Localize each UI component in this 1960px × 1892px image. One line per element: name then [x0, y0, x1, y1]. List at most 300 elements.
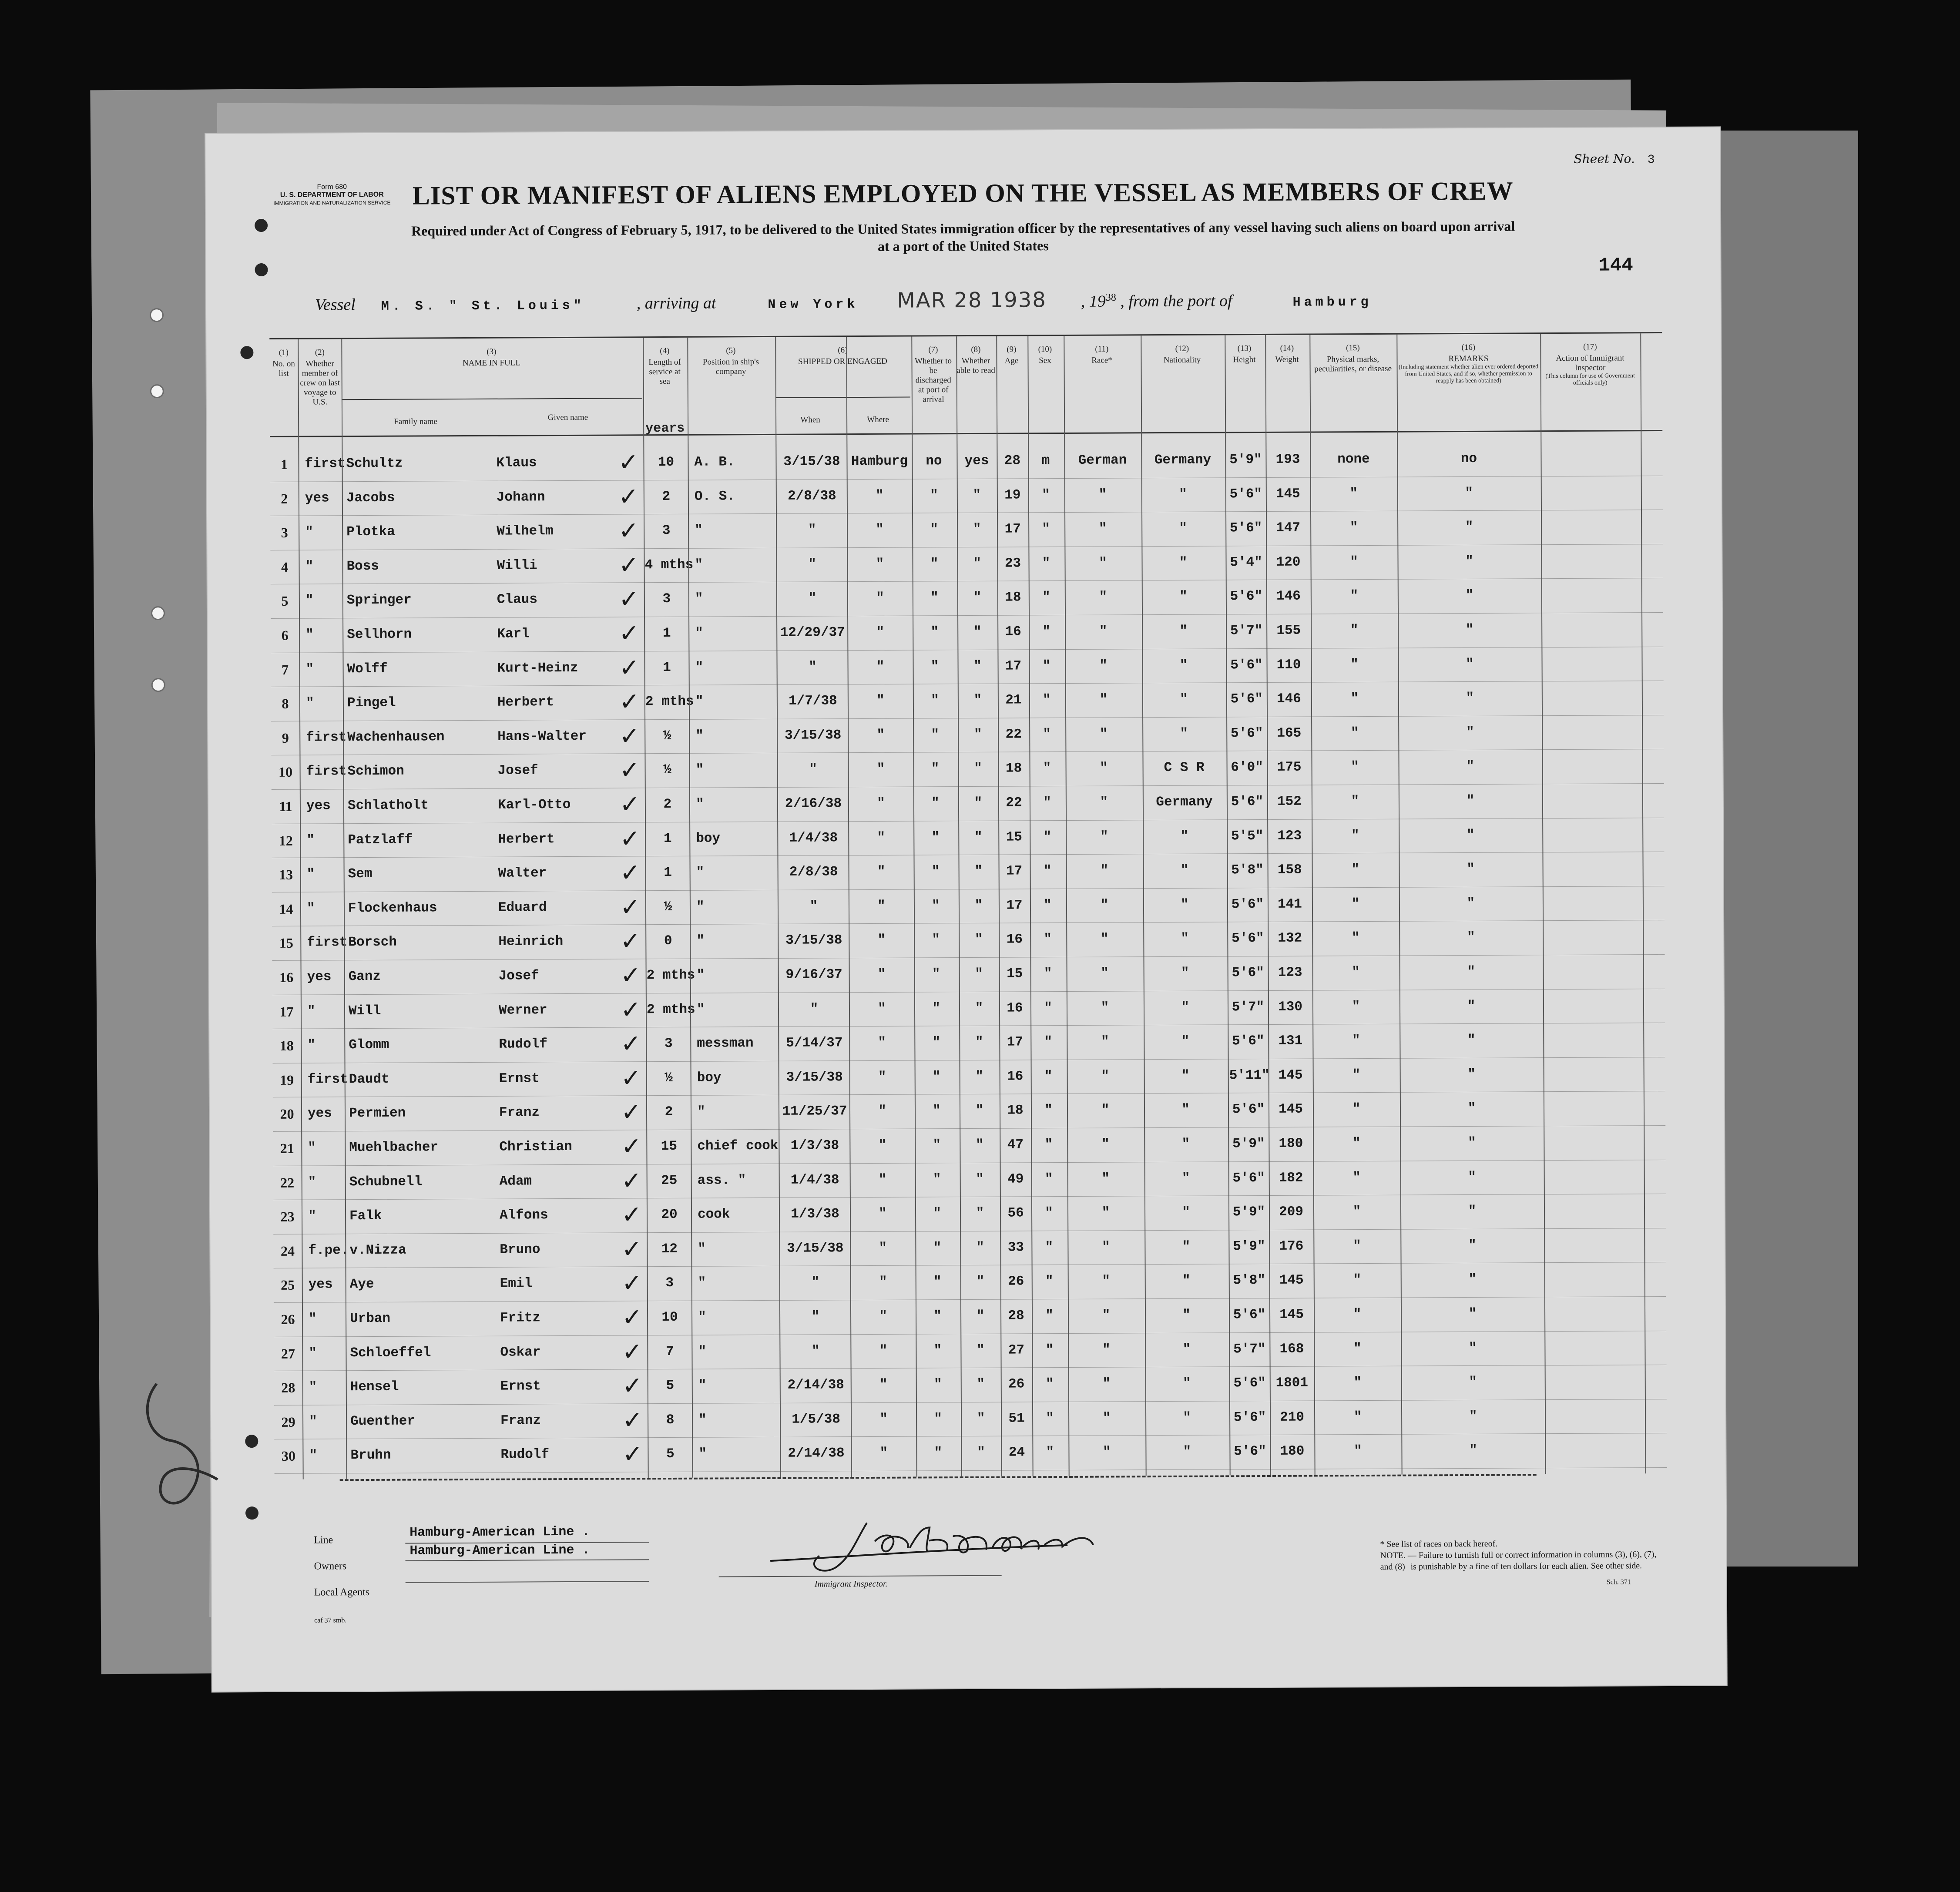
- table-row: [274, 1297, 1666, 1335]
- cell-length: 2 mths: [646, 1002, 695, 1017]
- cell-nationality: ": [1178, 486, 1187, 502]
- cell-discharge: ": [933, 1342, 942, 1358]
- cell-height: 5'6": [1233, 1307, 1266, 1323]
- cell-height: 5'6": [1233, 1409, 1266, 1426]
- cell-position: ": [698, 1412, 707, 1428]
- cell-sex: ": [1042, 590, 1050, 605]
- cell-race: ": [1100, 829, 1108, 845]
- cell-age: 17: [1006, 863, 1023, 879]
- cell-marks: ": [1353, 1238, 1361, 1254]
- cell-nationality: ": [1181, 897, 1189, 912]
- cell-marks: ": [1352, 999, 1360, 1014]
- schedule-number: Sch. 371: [1606, 1578, 1631, 1586]
- cell-where: ": [879, 1206, 887, 1222]
- cell-when: ": [812, 1343, 820, 1359]
- cell-given: Heinrich: [498, 934, 564, 950]
- cell-family: Plotka: [346, 524, 395, 540]
- cell-given: Herbert: [497, 694, 554, 710]
- cell-sex: ": [1042, 624, 1051, 640]
- cell-marks: ": [1351, 828, 1359, 843]
- cell-race: ": [1100, 897, 1109, 913]
- end-of-list-line: [340, 1474, 1537, 1481]
- col-header-nationality: (12) Nationality: [1163, 344, 1201, 365]
- cell-marks: ": [1349, 520, 1358, 536]
- col-header-action: (17) Action of Immigrant Inspector (This column for use of Government officials only): [1545, 342, 1635, 386]
- cell-race: ": [1099, 589, 1108, 605]
- cell-family: Daudt: [349, 1071, 389, 1087]
- cell-family: Patzlaff: [348, 832, 413, 848]
- cell-sex: ": [1045, 1274, 1054, 1289]
- arriving-port: New York: [768, 297, 859, 312]
- cell-given: Karl: [497, 626, 530, 642]
- cell-where: ": [878, 1172, 887, 1188]
- cell-discharge: ": [934, 1445, 943, 1461]
- cell-weight: 158: [1277, 862, 1302, 878]
- check-mark-icon: ✓: [621, 1098, 642, 1127]
- cell-age: 28: [1004, 453, 1021, 469]
- cell-weight: 210: [1280, 1409, 1305, 1425]
- cell-given: Franz: [500, 1413, 541, 1429]
- cell-age: 15: [1006, 829, 1022, 845]
- cell-age: 22: [1005, 727, 1022, 742]
- table-row: [272, 955, 1665, 993]
- cell-nationality: ": [1182, 1342, 1191, 1357]
- cell-weight: 168: [1279, 1341, 1304, 1357]
- cell-nationality: ": [1179, 520, 1188, 537]
- cell-age: 18: [1005, 761, 1022, 776]
- table-row: [272, 852, 1664, 891]
- cell-member: ": [308, 1140, 316, 1156]
- cell-race: ": [1099, 692, 1108, 708]
- years-label: years: [645, 421, 685, 436]
- table-row: [271, 647, 1663, 686]
- cell-marks: ": [1350, 554, 1358, 570]
- cell-where: ": [878, 1069, 886, 1085]
- col-header-family: Family name: [394, 417, 438, 426]
- cell-member: ": [308, 1174, 316, 1190]
- page-subtitle: [284, 217, 1642, 258]
- cell-sex: ": [1043, 795, 1051, 811]
- cell-weight: 146: [1276, 691, 1301, 707]
- cell-marks: ": [1350, 623, 1359, 638]
- cell-position: ": [695, 660, 704, 675]
- col-header-age: (9) Age: [1004, 345, 1019, 366]
- cell-marks: ": [1352, 1136, 1361, 1151]
- vessel-line: [315, 286, 1372, 315]
- cell-position: ": [698, 1241, 706, 1257]
- cell-given: Eduard: [498, 900, 547, 916]
- cell-position: cook: [697, 1207, 730, 1222]
- sheet-label: Sheet No.: [1574, 151, 1635, 166]
- cell-age: 15: [1006, 966, 1023, 982]
- cell-read: ": [977, 1445, 985, 1461]
- cell-sex: ": [1046, 1410, 1054, 1426]
- cell-nationality: ": [1181, 1171, 1190, 1186]
- cell-height: 5'9": [1232, 1204, 1265, 1220]
- cell-read: ": [974, 932, 983, 948]
- cell-when: ": [809, 899, 818, 914]
- cell-position: A. B.: [694, 454, 735, 470]
- cell-read: ": [973, 487, 981, 503]
- cell-height: 5'6": [1231, 896, 1264, 912]
- penalty-note-1: NOTE. — Failure to furnish full or correct information in columns (3), (6), (7), and (8): [1380, 1550, 1657, 1572]
- check-mark-icon: ✓: [620, 893, 641, 922]
- cell-remarks: ": [1467, 1067, 1476, 1082]
- cell-member: ": [306, 832, 315, 848]
- cell-race: ": [1098, 521, 1107, 537]
- cell-length: 3: [662, 523, 671, 539]
- cell-when: ": [809, 659, 817, 675]
- cell-sex: ": [1044, 1103, 1053, 1118]
- cell-age: 28: [1008, 1308, 1024, 1324]
- cell-remarks: ": [1466, 759, 1474, 775]
- cell-member: ": [307, 1037, 316, 1053]
- cell-given: Fritz: [500, 1310, 541, 1326]
- cell-nationality: Germany: [1156, 794, 1213, 810]
- cell-read: ": [975, 966, 983, 982]
- cell-given: Karl-Otto: [497, 797, 571, 813]
- cell-member: ": [305, 627, 314, 643]
- cell-no: 12: [279, 832, 293, 849]
- cell-when: 11/25/37: [782, 1104, 847, 1120]
- cell-weight: 110: [1276, 657, 1301, 673]
- cell-remarks: ": [1467, 1101, 1476, 1117]
- cell-read: ": [975, 1103, 984, 1119]
- cell-marks: ": [1353, 1204, 1361, 1220]
- cell-where: ": [879, 1275, 887, 1290]
- cell-where: ": [879, 1308, 887, 1324]
- cell-marks: ": [1353, 1375, 1362, 1391]
- cell-where: ": [876, 556, 884, 572]
- print-code: caf 37 smb.: [314, 1617, 347, 1624]
- col-header-when: When: [800, 415, 820, 425]
- cell-marks: ": [1353, 1170, 1361, 1185]
- cell-remarks: ": [1468, 1238, 1477, 1253]
- cell-member: first: [307, 935, 348, 951]
- check-mark-icon: ✓: [619, 619, 640, 648]
- cell-when: ": [808, 557, 816, 572]
- cell-read: ": [973, 624, 982, 640]
- cell-read: ": [977, 1342, 985, 1358]
- cell-discharge: ": [930, 590, 939, 606]
- cell-where: ": [876, 761, 885, 777]
- cell-marks: ": [1354, 1443, 1362, 1459]
- cell-sex: ": [1043, 829, 1052, 845]
- check-mark-icon: ✓: [621, 1064, 641, 1093]
- margin-scribble: [131, 1371, 244, 1514]
- cell-length: 2: [663, 796, 672, 812]
- cell-nationality: ": [1182, 1273, 1191, 1289]
- cell-no: 27: [281, 1345, 295, 1362]
- cell-height: 5'4": [1230, 554, 1262, 570]
- cell-member: ": [305, 593, 314, 609]
- cell-weight: 130: [1278, 999, 1302, 1015]
- cell-family: Borsch: [348, 935, 397, 950]
- cell-weight: 131: [1278, 1033, 1303, 1049]
- cell-weight: 147: [1276, 520, 1301, 536]
- table-row: [271, 750, 1664, 788]
- cell-weight: 146: [1276, 589, 1301, 604]
- cell-height: 5'6": [1232, 1033, 1265, 1049]
- cell-remarks: ": [1466, 656, 1474, 672]
- cell-member: ": [309, 1448, 318, 1463]
- cell-race: ": [1098, 487, 1107, 503]
- cell-read: ": [973, 727, 982, 742]
- cell-race: ": [1100, 760, 1108, 776]
- cell-when: ": [811, 1275, 820, 1290]
- cell-race: ": [1099, 555, 1107, 571]
- cell-where: ": [878, 1137, 887, 1153]
- cell-read: ": [976, 1274, 985, 1290]
- cell-family: Muehlbacher: [349, 1140, 439, 1156]
- cell-nationality: ": [1179, 658, 1188, 673]
- check-mark-icon: ✓: [618, 585, 639, 614]
- cell-age: 19: [1004, 487, 1021, 503]
- cell-given: Ernst: [500, 1379, 541, 1394]
- cell-length: 1: [664, 865, 672, 881]
- cell-remarks: ": [1468, 1272, 1477, 1288]
- cell-position: ": [698, 1344, 707, 1359]
- cell-given: Werner: [498, 1002, 547, 1018]
- table-row: [270, 545, 1663, 583]
- cell-when: 2/16/38: [785, 796, 842, 812]
- cell-weight: 132: [1278, 931, 1302, 946]
- cell-family: Ganz: [348, 969, 381, 985]
- cell-discharge: ": [932, 1035, 941, 1050]
- check-mark-icon: ✓: [619, 722, 640, 751]
- cell-length: 1: [663, 831, 672, 846]
- manifest-number: 144: [1598, 255, 1633, 277]
- cell-weight: 145: [1279, 1273, 1304, 1288]
- check-mark-icon: ✓: [621, 1201, 642, 1229]
- cell-family: Wolff: [347, 661, 388, 677]
- cell-given: Kurt-Heinz: [497, 660, 578, 676]
- check-mark-icon: ✓: [619, 790, 641, 819]
- check-mark-icon: ✓: [620, 995, 641, 1024]
- cell-no: 28: [281, 1379, 295, 1396]
- cell-race: ": [1102, 1273, 1111, 1289]
- cell-weight: 145: [1279, 1307, 1304, 1322]
- cell-where: ": [875, 488, 884, 503]
- cell-sex: ": [1043, 692, 1051, 708]
- cell-family: Glomm: [349, 1037, 389, 1053]
- year-prefix: , 19: [1081, 292, 1106, 311]
- cell-weight: 120: [1276, 554, 1301, 570]
- table-row: [270, 442, 1662, 480]
- department-name: U. S. DEPARTMENT OF LABOR: [280, 191, 384, 199]
- cell-member: ": [305, 559, 314, 574]
- cell-nationality: ": [1180, 691, 1188, 708]
- cell-given: Josef: [497, 763, 538, 779]
- cell-no: 6: [281, 627, 289, 643]
- cell-member: ": [309, 1345, 317, 1361]
- cell-height: 5'7": [1230, 623, 1263, 639]
- table-row: [274, 1400, 1667, 1438]
- cell-sex: ": [1044, 897, 1052, 913]
- cell-read: ": [977, 1377, 985, 1392]
- cell-weight: 209: [1279, 1204, 1304, 1220]
- cell-no: 14: [279, 901, 293, 917]
- cell-member: ": [305, 695, 314, 711]
- cell-nationality: ": [1181, 1136, 1190, 1152]
- cell-no: 25: [281, 1277, 295, 1293]
- cell-nationality: ": [1182, 1375, 1191, 1392]
- col-header-no: (1) No. on list: [272, 348, 295, 378]
- cell-height: 5'9": [1232, 1136, 1265, 1152]
- table-row: [273, 1229, 1666, 1267]
- cell-marks: ": [1352, 965, 1360, 980]
- cell-age: 26: [1008, 1274, 1024, 1289]
- cell-sex: ": [1042, 521, 1050, 537]
- cell-discharge: ": [930, 658, 939, 674]
- cell-position: ": [698, 1275, 706, 1291]
- cell-nationality: ": [1181, 1102, 1190, 1118]
- arriving-label: , arriving at: [636, 294, 716, 313]
- col-header-read: (8) Whether able to read: [957, 345, 995, 376]
- cell-family: Pingel: [347, 695, 396, 711]
- cell-read: ": [973, 590, 982, 606]
- cell-when: 3/15/38: [786, 1070, 843, 1085]
- cell-family: Schlatholt: [347, 798, 429, 814]
- cell-family: Schubnell: [349, 1174, 423, 1190]
- cell-marks: ": [1350, 725, 1359, 741]
- cell-discharge: ": [932, 1000, 940, 1016]
- cell-height: 5'7": [1233, 1341, 1266, 1357]
- cell-height: 5'6": [1230, 691, 1263, 707]
- cell-height: 5'7": [1232, 999, 1265, 1015]
- cell-sex: ": [1043, 726, 1051, 742]
- cell-discharge: ": [932, 1069, 941, 1085]
- cell-given: Rudolf: [500, 1447, 550, 1463]
- cell-nationality: ": [1181, 1000, 1189, 1015]
- punch-mark: [255, 263, 268, 276]
- cell-member: yes: [307, 1106, 332, 1121]
- owners-value: Hamburg-American Line .: [409, 1543, 590, 1559]
- cell-length: 3: [664, 1036, 673, 1052]
- cell-member: yes: [308, 1277, 333, 1292]
- cell-member: yes: [305, 490, 329, 506]
- cell-remarks: ": [1468, 1169, 1477, 1185]
- col-header-race: (11) Race*: [1091, 344, 1112, 365]
- cell-no: 24: [280, 1243, 295, 1259]
- cell-age: 17: [1006, 898, 1023, 913]
- cell-sex: ": [1045, 1376, 1054, 1392]
- cell-when: ": [811, 1309, 820, 1325]
- cell-read: ": [974, 761, 982, 777]
- cell-remarks: no: [1460, 451, 1477, 467]
- cell-no: 29: [281, 1414, 295, 1430]
- cell-position: ": [696, 967, 705, 983]
- line-label: Line: [314, 1534, 333, 1546]
- cell-when: 3/15/38: [787, 1241, 844, 1256]
- cell-length: 5: [666, 1446, 675, 1462]
- cell-no: 9: [282, 730, 289, 746]
- cell-race: German: [1078, 453, 1127, 468]
- check-mark-icon: ✓: [618, 482, 639, 511]
- cell-position: ": [695, 625, 703, 641]
- cell-nationality: C S R: [1164, 760, 1205, 776]
- cell-position: boy: [697, 1070, 722, 1086]
- cell-height: 5'6": [1229, 520, 1262, 536]
- cell-remarks: ": [1467, 998, 1476, 1014]
- table-row: [274, 1263, 1666, 1301]
- cell-nationality: ": [1181, 1068, 1190, 1084]
- cell-when: 1/3/38: [791, 1206, 839, 1222]
- cell-member: first: [305, 456, 346, 472]
- cell-no: 30: [281, 1448, 296, 1464]
- cell-age: 17: [1007, 1034, 1024, 1050]
- cell-remarks: ": [1466, 793, 1475, 808]
- cell-when: ": [808, 522, 816, 538]
- punch-mark: [245, 1506, 258, 1520]
- cell-nationality: ": [1179, 623, 1188, 639]
- cell-nationality: ": [1180, 862, 1189, 879]
- local-agents-label: Local Agents: [314, 1586, 370, 1598]
- sheet-value: 3: [1647, 153, 1655, 167]
- cell-discharge: ": [933, 1240, 942, 1256]
- cell-when: 1/7/38: [789, 693, 837, 709]
- cell-length: 2 mths: [646, 967, 695, 983]
- cell-read: ": [974, 864, 983, 879]
- cell-remarks: ": [1469, 1340, 1477, 1356]
- cell-when: 12/29/37: [780, 625, 845, 641]
- binder-hole: [151, 678, 165, 692]
- cell-nationality: ": [1183, 1444, 1191, 1460]
- cell-given: Klaus: [496, 455, 537, 471]
- cell-given: Alfons: [499, 1208, 548, 1223]
- cell-marks: ": [1353, 1409, 1362, 1425]
- cell-length: 5: [666, 1378, 675, 1394]
- cell-weight: 176: [1279, 1238, 1304, 1254]
- cell-given: Johann: [496, 489, 545, 505]
- year-suffix: 38: [1105, 292, 1116, 303]
- cell-when: ": [809, 761, 817, 777]
- cell-remarks: ": [1468, 1306, 1477, 1322]
- cell-family: Jacobs: [346, 490, 395, 506]
- cell-remarks: ": [1469, 1443, 1477, 1459]
- cell-where: ": [876, 522, 884, 538]
- cell-where: ": [879, 1377, 888, 1393]
- binder-hole: [150, 308, 164, 322]
- cell-nationality: ": [1182, 1204, 1190, 1221]
- check-mark-icon: ✓: [621, 1132, 642, 1161]
- check-mark-icon: ✓: [622, 1337, 643, 1366]
- penalty-note-2: is punishable by a fine of ten dollars for each alien. See other side.: [1410, 1561, 1642, 1572]
- cell-remarks: ": [1467, 964, 1476, 980]
- cell-family: Schimon: [347, 764, 404, 779]
- cell-length: 0: [664, 933, 672, 949]
- cell-length: 1: [663, 660, 671, 675]
- cell-position: ": [697, 1104, 705, 1120]
- cell-member: ": [309, 1379, 317, 1395]
- cell-remarks: ": [1465, 485, 1473, 501]
- cell-sex: ": [1041, 487, 1050, 503]
- cell-age: 49: [1007, 1171, 1024, 1187]
- cell-no: 13: [279, 866, 293, 883]
- cell-position: ass. ": [697, 1172, 746, 1188]
- cell-where: ": [879, 1343, 888, 1359]
- cell-remarks: ": [1466, 827, 1475, 843]
- crew-table: [269, 332, 1667, 1479]
- col-header-given: Given name: [547, 413, 588, 423]
- cell-discharge: ": [932, 966, 940, 982]
- cell-member: first: [307, 1071, 348, 1087]
- cell-race: ": [1101, 966, 1109, 981]
- cell-read: ": [974, 898, 983, 913]
- cell-nationality: ": [1180, 726, 1188, 741]
- cell-read: ": [974, 795, 983, 811]
- cell-sex: m: [1041, 453, 1050, 469]
